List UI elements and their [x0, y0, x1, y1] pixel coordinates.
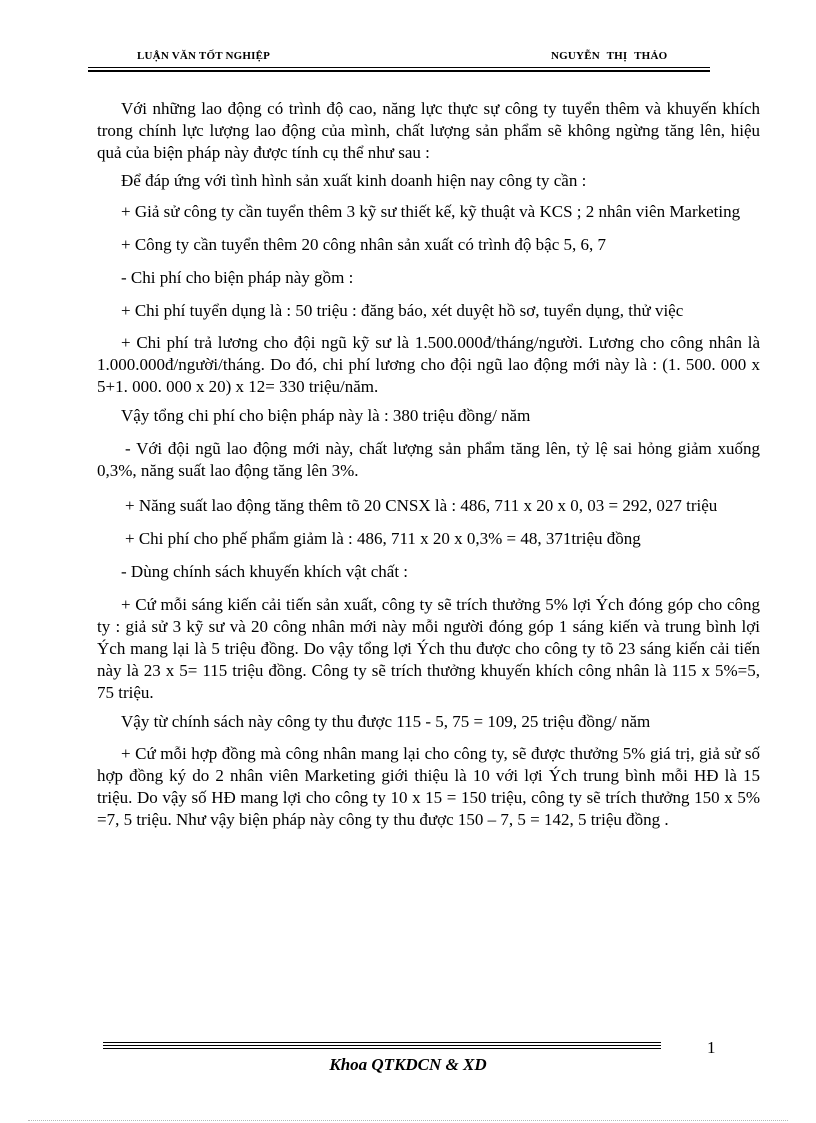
paragraph-incentive-heading: - Dùng chính sách khuyến khích vật chất : [121, 562, 409, 581]
header-thesis-title: LUẬN VĂN TỐT NGHIỆP [137, 50, 271, 62]
page-number: 1 [707, 1038, 716, 1057]
paragraph-requirements: Để đáp ứng với tình hình sản xuất kinh doanh hiện nay công ty cần : [121, 171, 587, 190]
paragraph-total-cost: Vậy tổng chi phí cho biện pháp này là : 380 triệu đồng/ năm [121, 406, 531, 425]
page-bottom-divider [28, 1120, 788, 1121]
paragraph-innovation-result: Vậy từ chính sách này công ty thu được 115 - 5, 75 = 109, 25 triệu đồng/ năm [121, 712, 651, 731]
document-body [97, 98, 760, 831]
footer-rule-3 [103, 1048, 661, 1049]
paragraph-productivity-gain: + Năng suất lao động tăng thêm tõ 20 CNSX là : 486, 711 x 20 x 0, 03 = 292, 027 triệu [125, 496, 718, 515]
paragraph-defect-reduction: + Chi phí cho phế phẩm giảm là : 486, 711 x 20 x 0,3% = 48, 371triệu đồng [125, 529, 641, 548]
paragraph-innovation-bonus: + Cứ mỗi sáng kiến cải tiến sản xuất, công ty sẽ trích thưởng 5% lợi Ých đóng góp cho công ty : giả sử 3 kỹ sư và 20 công nhân mới này mỗi người đóng góp 1 sáng kiến và trung bình lợi Ých mang lại là 5 triệu đồng. Do vậy tổng lợi Ých thu được cho công ty tõ 23 sáng kiến cải tiến này là 23 x 5= 115 triệu đồng. Công ty sẽ trích thưởng khuyến khích công nhân là 115 x 5%=5, 75 triệu. [97, 595, 760, 702]
paragraph-quality-improvement: - Với đội ngũ lao động mới này, chất lượng sản phẩm tăng lên, tỷ lệ sai hỏng giảm xuống 0,3%, năng suất lao động tăng lên 3%. [97, 439, 760, 480]
paragraph-intro: Với những lao động có trình độ cao, năng lực thực sự công ty tuyển thêm và khuyến khích trong chính lực lượng lao động của mình, chất lượng sản phẩm sẽ không ngừng tăng lên, hiệu quả của biện pháp này được tính cụ thể như sau : [97, 99, 760, 162]
header-rule-thick [88, 70, 710, 72]
paragraph-cost-heading: - Chi phí cho biện pháp này gồm : [121, 268, 354, 287]
footer-department: Khoa QTKDCN & XD [329, 1055, 487, 1074]
paragraph-recruitment-cost: + Chi phí tuyển dụng là : 50 triệu : đăng báo, xét duyệt hồ sơ, tuyển dụng, thử việc [121, 301, 684, 320]
footer-rule-1 [103, 1042, 661, 1043]
header-author-name: NGUYỄN THỊ THẢO [551, 50, 668, 62]
footer-rule-2 [103, 1045, 661, 1046]
paragraph-hire-workers: + Công ty cần tuyển thêm 20 công nhân sản xuất có trình độ bậc 5, 6, 7 [121, 235, 607, 254]
paragraph-contract-bonus: + Cứ mỗi hợp đồng mà công nhân mang lại cho công ty, sẽ được thưởng 5% giá trị, giả sử số hợp đồng ký do 2 nhân viên Marketing giới thiệu là 10 với lợi Ých trung bình mỗi HĐ là 15 triệu. Do vậy số HĐ mang lợi cho công ty 10 x 15 = 150 triệu, công ty sẽ trích thưởng 150 x 5% =7, 5 triệu. Như vậy biện pháp này công ty thu được 150 – 7, 5 = 142, 5 triệu đồng . [97, 744, 760, 829]
paragraph-salary-cost: + Chi phí trả lương cho đội ngũ kỹ sư là 1.500.000đ/tháng/người. Lương cho công nhân là 1.000.000đ/người/tháng. Do đó, chi phí lương cho đội ngũ lao động mới này là : (1. 500. 000 x 5+1. 000. 000 x 20) x 12= 330 triệu/năm. [97, 333, 760, 396]
header-rule-thin [88, 67, 710, 68]
paragraph-hire-engineers: + Giả sử công ty cần tuyển thêm 3 kỹ sư thiết kế, kỹ thuật và KCS ; 2 nhân viên Marketing [121, 202, 741, 221]
